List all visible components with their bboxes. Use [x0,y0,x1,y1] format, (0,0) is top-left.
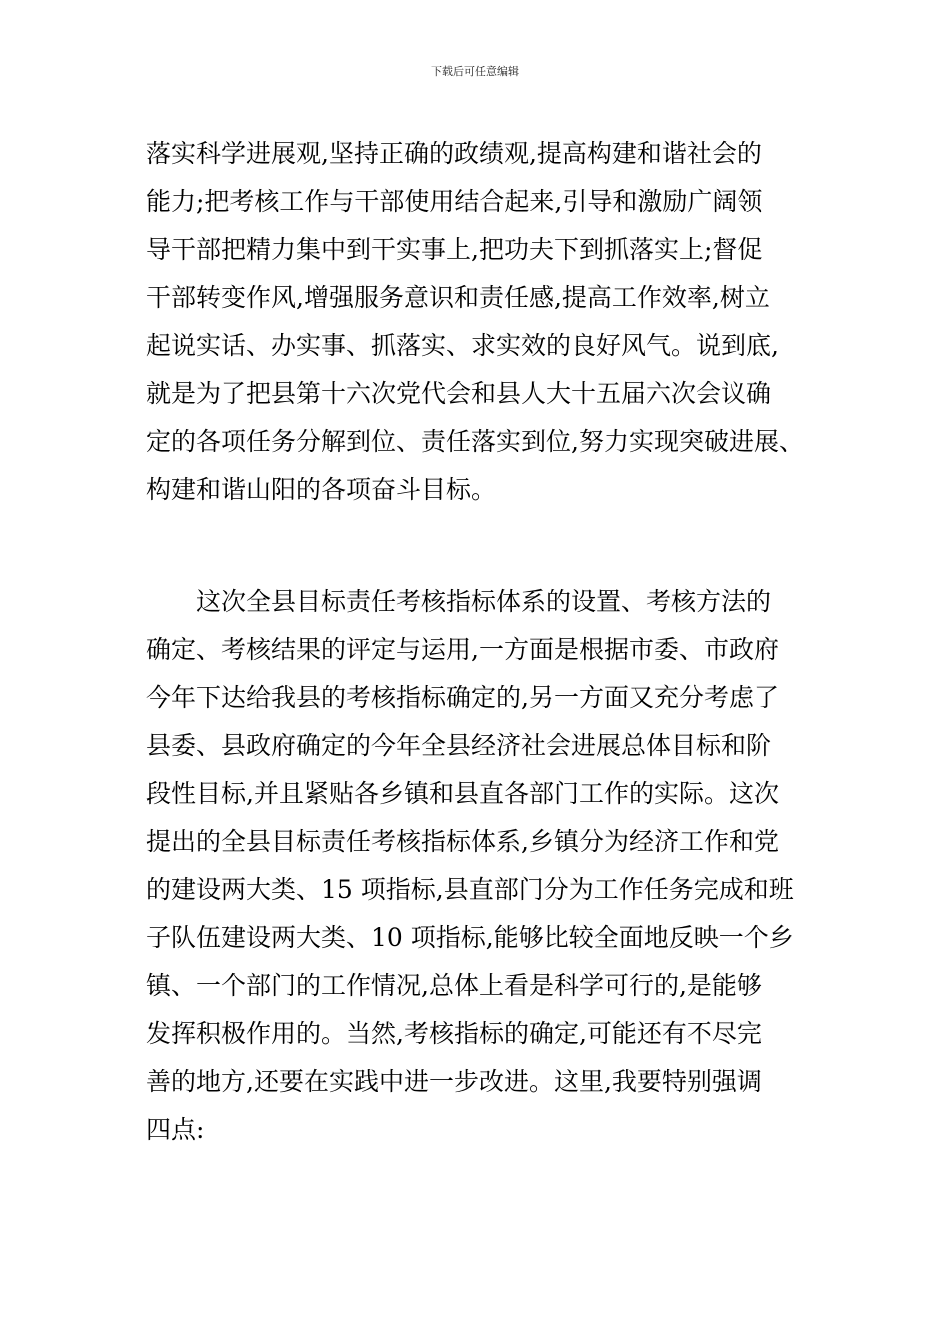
text-line: 段性目标,并且紧贴各乡镇和县直各部门工作的实际。这次 [146,779,779,808]
text-line: 构建和谐山阳的各项奋斗目标。 [146,475,497,504]
text-line: 提出的全县目标责任考核指标体系,乡镇分为经济工作和党 [146,827,779,856]
text-line: 县委、县政府确定的今年全县经济社会进展总体目标和阶 [146,731,772,760]
text-line: 子队伍建设两大类、10 项指标,能够比较全面地反映一个乡 [146,923,794,952]
text-line: 发挥积极作用的。当然,考核指标的确定,可能还有不尽完 [146,1019,762,1048]
text-line: 的建设两大类、15 项指标,县直部门分为工作任务完成和班 [146,875,794,904]
text-line: 干部转变作风,增强服务意识和责任感,提高工作效率,树立 [146,283,770,312]
text-line: 今年下达给我县的考核指标确定的,另一方面又充分考虑了 [146,683,779,712]
text-line-indented: 这次全县目标责任考核指标体系的设置、考核方法的 [196,587,772,616]
text-line: 就是为了把县第十六次党代会和县人大十五届六次会议确 [146,379,772,408]
text-line: 定的各项任务分解到位、责任落实到位,努力实现突破进展、 [146,427,804,456]
paragraph-2 [146,578,806,1154]
text-line: 落实科学进展观,坚持正确的政绩观,提高构建和谐社会的 [146,139,762,168]
text-line: 四点: [146,1115,205,1144]
text-line: 善的地方,还要在实践中进一步改进。这里,我要特别强调 [146,1067,762,1096]
text-line: 能力;把考核工作与干部使用结合起来,引导和激励广阔领 [146,187,763,216]
text-line: 确定、考核结果的评定与运用,一方面是根据市委、市政府 [146,635,779,664]
page-header-note: 下载后可任意编辑 [431,65,519,78]
paragraph-1 [146,130,806,514]
text-line: 起说实话、办实事、抓落实、求实效的良好风气。说到底, [146,331,779,360]
text-line: 镇、一个部门的工作情况,总体上看是科学可行的,是能够 [146,971,762,1000]
text-line: 导干部把精力集中到干实事上,把功夫下到抓落实上;督促 [146,235,763,264]
